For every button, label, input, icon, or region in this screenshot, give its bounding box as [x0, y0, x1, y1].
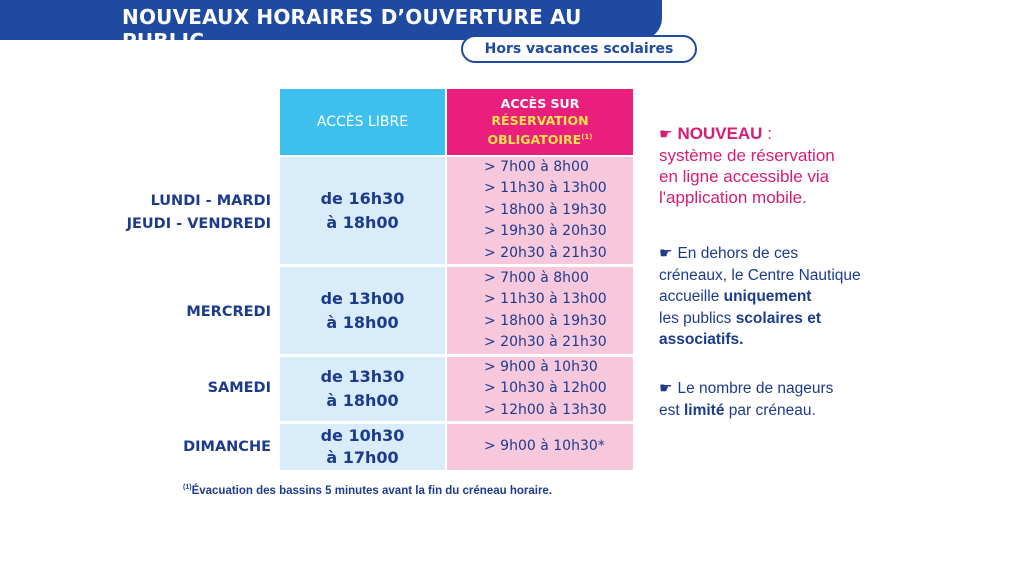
free-row3-line2: à 18h00 [326, 391, 399, 410]
slot-item: > 9h00 à 10h30* [484, 438, 605, 455]
slot-item: > 20h30 à 21h30 [484, 244, 607, 261]
header-resa-line2: RÉSERVATION [491, 113, 589, 129]
p2-d-bold: scolaires et [735, 309, 821, 327]
free-row4-line2: à 17h00 [326, 448, 399, 467]
day-row1-line2: JEUDI - VENDREDI [126, 216, 271, 232]
p3-b-end: par créneau. [724, 401, 816, 419]
slot-item: > 9h00 à 10h30 [484, 358, 598, 375]
day-row4 [183, 436, 271, 459]
header-resa-line3-wrap [488, 129, 593, 148]
header-resa-line3: OBLIGATOIRE [487, 132, 582, 148]
slot-item: > 18h00 à 19h30 [484, 312, 607, 329]
nouveau-text2: en ligne accessible via [659, 167, 830, 186]
day-row1 [127, 190, 271, 236]
p2-a: En dehors de ces [677, 245, 799, 262]
header-free-access-label: ACCÈS LIBRE [316, 114, 409, 130]
free-hours-row4 [280, 424, 445, 470]
footnote-marker: (1) [183, 484, 192, 491]
slot-item: > 18h00 à 19h30 [484, 201, 607, 218]
free-row3-line1: de 13h30 [320, 367, 405, 386]
nouveau-text3: l'application mobile. [659, 188, 807, 207]
day-row3 [208, 377, 271, 400]
pointing-hand-icon: ☛ [659, 126, 673, 143]
slot-item: > 7h00 à 8h00 [484, 269, 589, 286]
p2-c-bold: uniquement [723, 288, 812, 305]
footnote [183, 484, 552, 497]
p3-a: Le nombre de nageurs [677, 380, 834, 397]
slot-item: > 10h30 à 12h00 [484, 380, 607, 397]
p2-b: créneaux, le Centre Nautique [659, 266, 861, 284]
free-hours-row3 [280, 357, 445, 421]
slot-item: > 11h30 à 13h00 [484, 180, 607, 197]
slot-item: > 20h30 à 21h30 [484, 334, 607, 350]
free-hours-row2 [280, 267, 445, 354]
note-new-system [659, 123, 909, 208]
header-free-access [280, 89, 445, 155]
header-resa-note: (1) [581, 133, 593, 142]
nouveau-colon: : [762, 124, 772, 143]
p3-b-bold: limité [683, 401, 725, 419]
note-swimmer-limit [659, 378, 909, 421]
free-row4-line1: de 10h30 [320, 426, 405, 445]
slots-row3 [447, 357, 633, 421]
day-row2 [186, 301, 271, 324]
pointing-hand-icon: ☛ [659, 380, 673, 397]
pointing-hand-icon: ☛ [659, 245, 673, 262]
free-row1-line2: à 18h00 [326, 212, 399, 232]
slot-item: > 11h30 à 13h00 [484, 291, 607, 307]
slots-row2 [447, 267, 633, 354]
day-row1-line1: LUNDI - MARDI [150, 193, 271, 209]
p3-b: est [659, 401, 684, 419]
slots-row1 [447, 157, 633, 264]
slot-item: > 7h00 à 8h00 [484, 158, 589, 175]
day-row2-line1: MERCREDI [186, 304, 271, 320]
nouveau-label: NOUVEAU [677, 124, 763, 143]
header-reservation [447, 89, 633, 155]
header-resa-line1: ACCÈS SUR [500, 96, 580, 112]
free-row1-line1: de 16h30 [320, 188, 405, 208]
p2-e-bold: associatifs. [659, 331, 744, 348]
p2-c: accueille [659, 288, 724, 305]
day-row3-line1: SAMEDI [207, 380, 271, 396]
free-row2-line1: de 13h00 [320, 288, 405, 308]
slot-item: > 19h30 à 20h30 [484, 223, 607, 240]
slots-row4 [447, 424, 633, 470]
subtitle-badge: Hors vacances scolaires [461, 35, 697, 63]
slot-item: > 12h00 à 13h30 [484, 401, 607, 418]
footnote-text: Évacuation des bassins 5 minutes avant la fin du créneau horaire. [191, 484, 553, 497]
free-hours-row1 [280, 157, 445, 264]
note-outside-slots [659, 243, 909, 351]
p2-d: les publics [659, 309, 736, 327]
nouveau-text1: système de réservation [659, 146, 835, 165]
free-row2-line2: à 18h00 [326, 312, 399, 332]
page-title: NOUVEAUX HORAIRES D’OUVERTURE AU PUBLIC [122, 5, 582, 53]
day-row4-line1: DIMANCHE [183, 439, 271, 455]
